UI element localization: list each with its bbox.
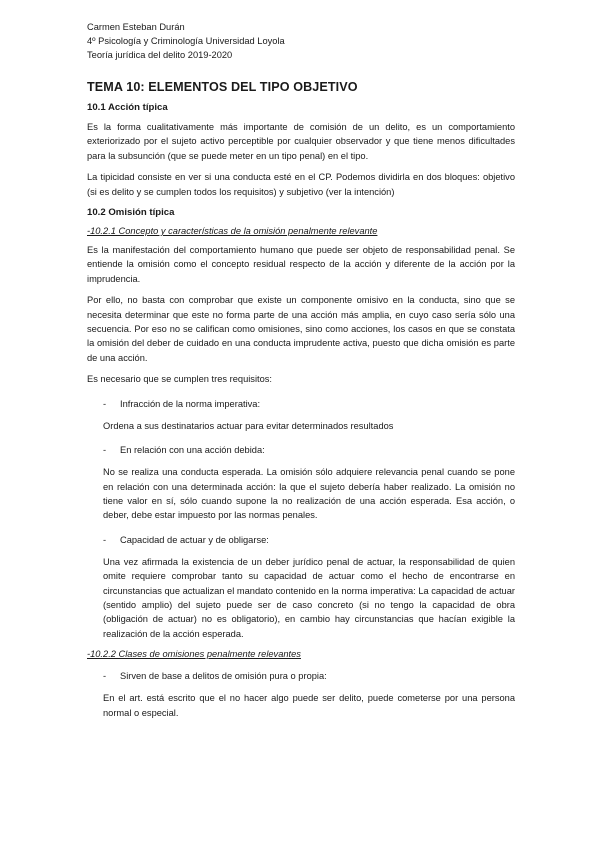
author-name: Carmen Esteban Durán (87, 22, 185, 32)
bullet-dash: - (103, 445, 107, 456)
list-item-body (87, 465, 515, 523)
document-page (87, 20, 515, 720)
list-item (87, 443, 515, 457)
list-item-body (87, 419, 515, 433)
bullet-dash: - (103, 534, 107, 545)
paragraph: Una vez afirmada la existencia de un deber jurídico penal de actuar, la responsabilidad de quien omite requiere comprobar tanto su capacidad de actuar como el hecho de encontrarse en circunstancias que actualizan el mandato contenido en la norma imperativa: La capacidad de actuar (sentido amplio) del sujeto puede ser de caso concreto (si no tengo la capacidad de obra (obligación de actuar) no es obligatorio), en cambio hay circunstancias que hacían exigible la realización de la acción esperada. (103, 556, 515, 639)
paragraph: La tipicidad consiste en ver si una conducta esté en el CP. Podemos dividirla en dos bloques: objetivo (si es delito y se cumplen todos los requisitos) y subjetivo (ver la intención) (87, 172, 515, 197)
list-item-body (87, 555, 515, 641)
bullet-dash: - (103, 671, 107, 682)
paragraph: No se realiza una conducta esperada. La omisión sólo adquiere relevancia penal cuando se pone en relación con una determinada acción: la que el sujeto debería haber realizado. La omisión no tiene valor en sí, sólo cuando supone la no realización de una acción esperada. Esa acción, o deber, debe estar impuesto por las normas penales. (103, 467, 515, 521)
paragraph: Ordena a sus destinatarios actuar para evitar determinados resultados (103, 420, 394, 431)
paragraph: Es necesario que se cumplen tres requisitos: (87, 374, 272, 385)
list-item-body (87, 691, 515, 720)
subsection-heading: -10.2.2 Clases de omisiones penalmente relevantes (87, 649, 301, 660)
list-item (87, 397, 515, 411)
subsection-heading: -10.2.1 Concepto y características de la omisión penalmente relevante (87, 226, 378, 237)
section-heading-omision: 10.2 Omisión típica (87, 207, 175, 219)
section-heading-accion: 10.1 Acción típica (87, 102, 168, 113)
list-item-label: Capacidad de actuar y de obligarse: (120, 534, 269, 545)
course-name: 4º Psicología y Criminología Universidad Loyola (87, 36, 285, 46)
document-header (87, 20, 515, 62)
paragraph: Es la manifestación del comportamiento humano que puede ser objeto de responsabilidad penal. Se entiende la omisión como el concepto residual respecto de la acción y diferente de la acción por la imprudencia. (87, 245, 515, 284)
paragraph: Es la forma cualitativamente más importante de comisión de un delito, es un comportamiento exteriorizado por el sujeto activo perceptible por cualquier observador y que tiene menos dificultades para la subsunción (que se puede meter en un tipo penal) en el tipo. (87, 122, 515, 161)
list-item (87, 533, 515, 547)
list-item (87, 669, 515, 683)
list-item-label: Infracción de la norma imperativa: (120, 398, 261, 409)
bullet-dash: - (103, 398, 107, 409)
subject-name: Teoría jurídica del delito 2019-2020 (87, 50, 233, 60)
paragraph: Por ello, no basta con comprobar que existe un componente omisivo en la conducta, sino que se necesita determinar que este no forma parte de una acción más amplia, en cuyo caso sería sólo una secuencia. Por eso no se califican como omisiones, sino como acciones, los casos en que se constata la omisión del deber de cuidado en una conducta imprudente activa, puesto que dicha omisión es parte de una acción. (87, 295, 515, 363)
page-title: TEMA 10: ELEMENTOS DEL TIPO OBJETIVO (87, 80, 358, 94)
list-item-label: Sirven de base a delitos de omisión pura o propia: (120, 671, 327, 682)
paragraph: En el art. está escrito que el no hacer algo puede ser delito, puede cometerse por una persona normal o especial. (103, 693, 515, 718)
list-item-label: En relación con una acción debida: (120, 445, 265, 456)
